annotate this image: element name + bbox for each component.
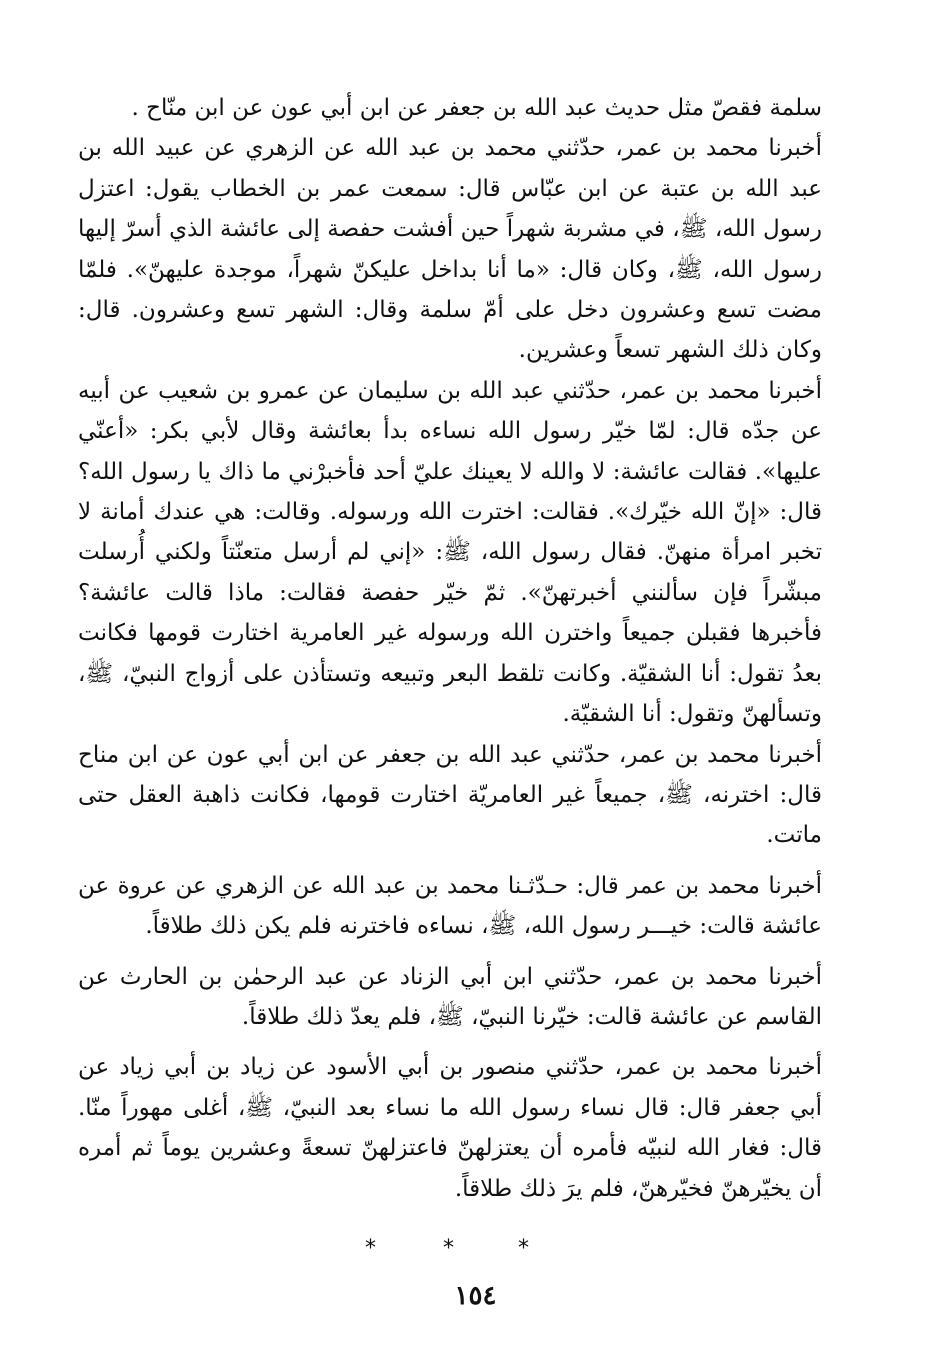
paragraph: أخبرنا محمد بن عمر، حدّثني ابن أبي الزناد عن عبد الرحمٰن بن الحارث عن القاسم عن عائشة قالت: خيّرنا النبيّ، ﷺ، فلم يعدّ ذلك طلاقاً. bbox=[78, 963, 822, 1030]
divider-star: * bbox=[443, 1236, 454, 1261]
paragraph: أخبرنا محمد بن عمر، حدّثني عبد الله بن سليمان عن عمرو بن شعيب عن أبيه عن جدّه قال: لمّا خيّر رسول الله نساءه بدأ بعائشة وقال لأبي بكر: «أعنّي عليها». فقالت عائشة: لا والله لا يعينك عليّ أحد فأخبرْني ما ذاك يا رسول الله؟ قال: «إنّ الله خيّرك». فقالت: اخترت الله ورسوله. وقالت: هي عندك أمانة لا تخبر امرأة منهنّ. فقال رسول الله، ﷺ: «إني لم أرسل متعنّتاً ولكني أُرسلت مبشّراً فإن سألنني أخبرتهنّ». ثمّ خيّر حفصة فقالت: ماذا قالت عائشة؟ فأخبرها فقبلن جميعاً واخترن الله ورسوله غير العامرية اختارت قومها فكانت بعدُ تقول: أنا الشقيّة. وكانت تلقط البعر وتبيعه وتستأذن على أزواج النبيّ، ﷺ، وتسألهنّ وتقول: أنا الشقيّة. bbox=[78, 377, 822, 728]
section-divider bbox=[0, 1234, 951, 1264]
main-text bbox=[78, 88, 822, 1209]
divider-star: * bbox=[518, 1236, 529, 1261]
page-number: ١٥٤ bbox=[454, 1281, 497, 1311]
paragraph-continuation: سلمة فقصّ مثل حديث عبد الله بن جعفر عن ابن أبي عون عن ابن منّاح . bbox=[131, 95, 822, 121]
paragraph: أخبرنا محمد بن عمر، حدّثني محمد بن عبد الله عن الزهري عن عبيد الله بن عبد الله بن عتبة عن ابن عبّاس قال: سمعت عمر بن الخطاب يقول: اعتزل رسول الله، ﷺ، في مشربة شهراً حين أفشت حفصة إلى عائشة الذي أسرّ إليها رسول الله، ﷺ، وكان قال: «ما أنا بداخل عليكنّ شهراً، موجدة عليهنّ». فلمّا مضت تسع وعشرون دخل على أمّ سلمة وقال: الشهر تسع وعشرون. قال: وكان ذلك الشهر تسعاً وعشرين. bbox=[78, 135, 822, 364]
paragraph: أخبرنا محمد بن عمر، حدّثني عبد الله بن جعفر عن ابن أبي عون عن ابن مناح قال: اخترنه، ﷺ، جميعاً غير العامريّة اختارت قومها، فكانت ذاهبة العقل حتى ماتت. bbox=[78, 741, 822, 849]
paragraph: أخبرنا محمد بن عمر، حدّثني منصور بن أبي الأسود عن زياد بن أبي زياد عن أبي جعفر قال: قال نساء رسول الله ما نساء بعد النبيّ، ﷺ، أغلى مهوراً منّا. قال: فغار الله لنبيّه فأمره أن يعتزلهنّ فاعتزلهنّ تسعةً وعشرين يوماً ثم أمره أن يخيّرهنّ فخيّرهنّ، فلم يرَ ذلك طلاقاً. bbox=[78, 1054, 822, 1202]
paragraph: أخبرنا محمد بن عمر قال: حـدّثـنا محمد بن عبد الله عن الزهري عن عروة عن عائشة قالت: خيـــر رسول الله، ﷺ، نساءه فاخترنه فلم يكن ذلك طلاقاً. bbox=[78, 872, 822, 940]
divider-star: * bbox=[365, 1236, 376, 1261]
